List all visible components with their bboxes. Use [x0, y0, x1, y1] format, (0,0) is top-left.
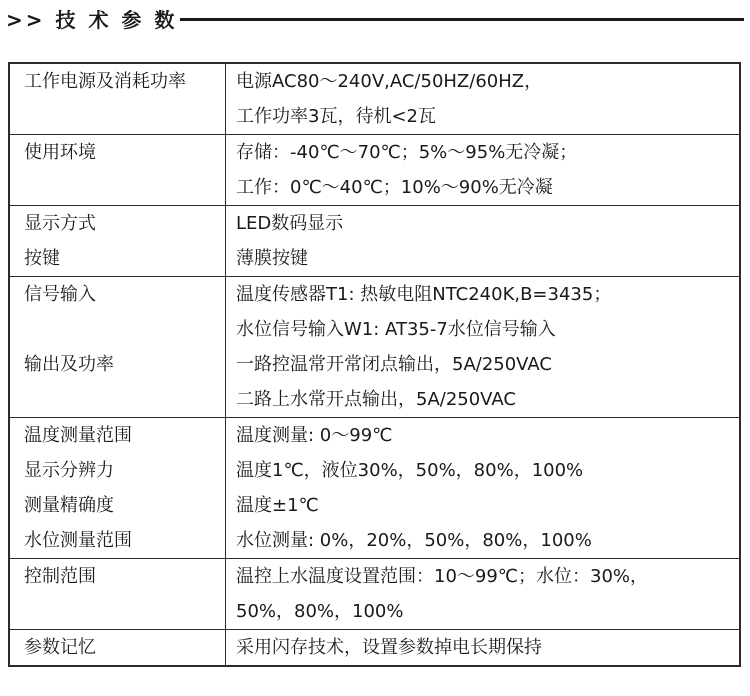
spec-label-cell	[10, 630, 226, 665]
spec-label-cell	[10, 418, 226, 558]
spec-label: 按键	[24, 248, 60, 269]
spec-label	[24, 382, 225, 417]
spec-value: 薄膜按键	[236, 248, 308, 269]
section-header	[6, 4, 744, 36]
spec-value-cell	[226, 559, 739, 629]
spec-value: 采用闪存技术，设置参数掉电长期保持	[236, 637, 542, 658]
spec-value-cell	[226, 630, 739, 665]
spec-label: 显示方式	[24, 213, 96, 234]
spec-value: 一路控温常开常闭点输出，5A/250VAC	[236, 354, 552, 375]
spec-value: 存储：-40℃～70℃；5%～95%无冷凝；	[236, 142, 578, 163]
spec-row-environment	[10, 135, 739, 206]
spec-label	[24, 99, 225, 134]
spec-value: 50%，80%，100%	[236, 601, 404, 622]
spec-label: 测量精确度	[24, 495, 114, 516]
spec-value-cell	[226, 206, 739, 276]
spec-label: 使用环境	[24, 142, 96, 163]
spec-value: 温度1℃，液位30%，50%，80%，100%	[236, 460, 584, 481]
spec-value: 二路上水常开点输出，5A/250VAC	[236, 389, 516, 410]
spec-value: 水位信号输入W1: AT35-7水位信号输入	[236, 319, 556, 340]
spec-label: 信号输入	[24, 284, 96, 305]
spec-label-cell	[10, 277, 226, 417]
spec-label	[24, 594, 225, 629]
spec-value-cell	[226, 135, 739, 205]
spec-label	[24, 312, 225, 347]
spec-label: 控制范围	[24, 566, 96, 587]
spec-label: 温度测量范围	[24, 425, 132, 446]
spec-table	[8, 62, 741, 667]
spec-value: 工作功率3瓦，待机<2瓦	[236, 106, 436, 127]
spec-row-measurement	[10, 418, 739, 559]
header-divider-line	[180, 18, 744, 21]
spec-row-memory	[10, 630, 739, 665]
spec-value: 温度传感器T1: 热敏电阻NTC240K,B=3435；	[236, 284, 612, 305]
spec-label: 工作电源及消耗功率	[24, 71, 186, 92]
spec-label: 输出及功率	[24, 354, 114, 375]
spec-row-control-range	[10, 559, 739, 630]
spec-value: LED数码显示	[236, 213, 344, 234]
spec-row-io	[10, 277, 739, 418]
spec-value: 水位测量: 0%，20%，50%，80%，100%	[236, 530, 592, 551]
spec-value: 电源AC80～240V,AC/50HZ/60HZ，	[236, 71, 543, 92]
spec-label: 参数记忆	[24, 637, 96, 658]
spec-label-cell	[10, 135, 226, 205]
spec-label	[24, 170, 225, 205]
spec-label-cell	[10, 206, 226, 276]
spec-row-display	[10, 206, 739, 277]
spec-label: 水位测量范围	[24, 530, 132, 551]
spec-value: 温度测量: 0～99℃	[236, 425, 393, 446]
spec-value: 温度±1℃	[236, 495, 319, 516]
spec-value-cell	[226, 64, 739, 134]
spec-value-cell	[226, 418, 739, 558]
section-title: >> 技 术 参 数	[6, 8, 178, 32]
spec-label: 显示分辨力	[24, 460, 114, 481]
spec-row-power	[10, 64, 739, 135]
spec-value: 工作：0℃～40℃；10%～90%无冷凝	[236, 177, 553, 198]
spec-label-cell	[10, 559, 226, 629]
spec-value-cell	[226, 277, 739, 417]
spec-label-cell	[10, 64, 226, 134]
spec-value: 温控上水温度设置范围：10～99℃；水位：30%，	[236, 566, 649, 587]
